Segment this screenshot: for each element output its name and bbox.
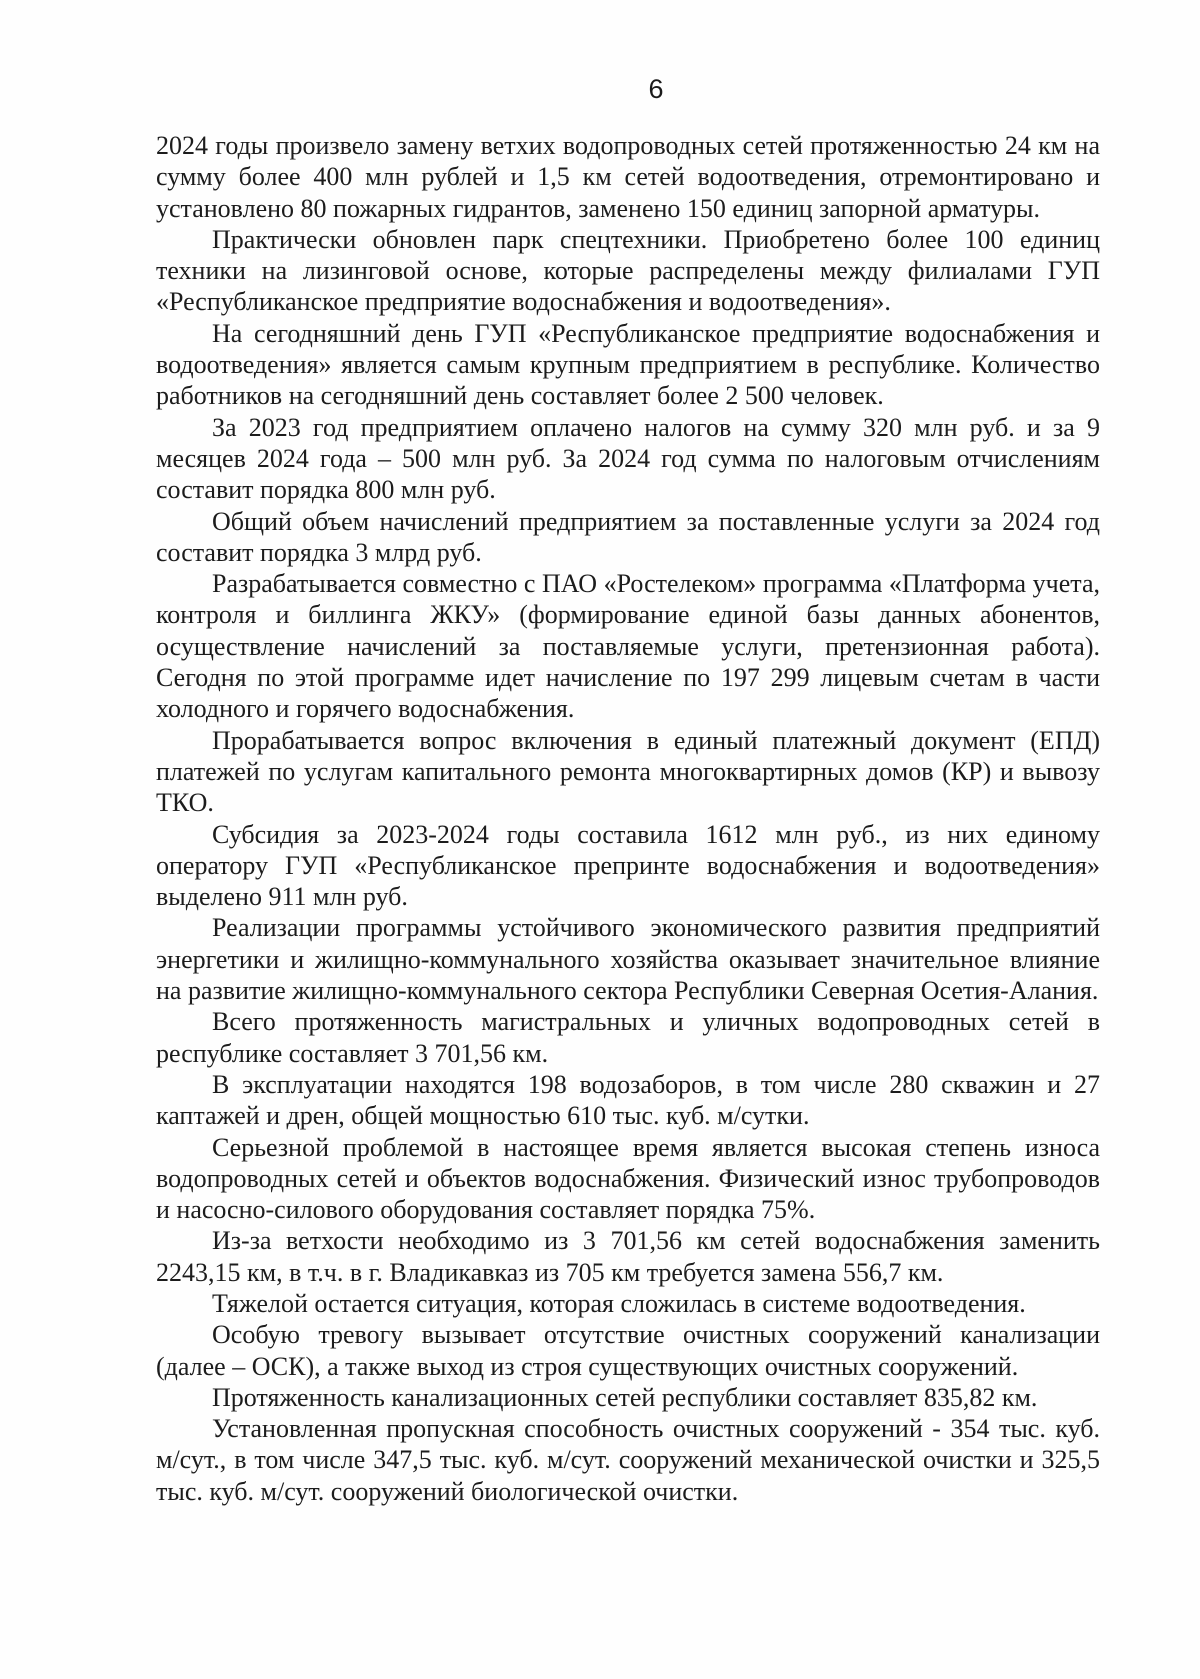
document-body (156, 130, 1100, 1507)
page-number: 6 (648, 74, 664, 104)
paragraph: Разрабатывается совместно с ПАО «Ростелеком» программа «Платформа учета, контроля и биллинга ЖКУ» (формирование единой базы данных абонентов, осуществление начислений за поставляемые услуги, претензионная работа). Сегодня по этой программе идет начисление по 197 299 лицевым счетам в части холодного и горячего водоснабжения. (156, 569, 1100, 724)
paragraph: За 2023 год предприятием оплачено налогов на сумму 320 млн руб. и за 9 месяцев 2024 года – 500 млн руб. За 2024 год сумма по налоговым отчислениям составит порядка 800 млн руб. (156, 412, 1100, 505)
paragraph: 2024 годы произвело замену ветхих водопроводных сетей протяженностью 24 км на сумму более 400 млн рублей и 1,5 км сетей водоотведения, отремонтировано и установлено 80 пожарных гидрантов, заменено 150 единиц запорной арматуры. (156, 131, 1100, 223)
paragraph: Реализации программы устойчивого экономического развития предприятий энергетики и жилищно-коммунального хозяйства оказывает значительное влияние на развитие жилищно-коммунального сектора Республики Северная Осетия-Алания. (156, 913, 1100, 1006)
paragraph: На сегодняшний день ГУП «Республиканское предприятие водоснабжения и водоотведения» является самым крупным предприятием в республике. Количество работников на сегодняшний день составляет более 2 500 человек. (156, 318, 1100, 411)
paragraph: Серьезной проблемой в настоящее время является высокая степень износа водопроводных сетей и объектов водоснабжения. Физический износ трубопроводов и насосно-силового оборудования составляет порядка 75%. (156, 1132, 1100, 1225)
paragraph: Практически обновлен парк спецтехники. Приобретено более 100 единиц техники на лизинговой основе, которые распределены между филиалами ГУП «Республиканское предприятие водоснабжения и водоотведения». (156, 224, 1100, 317)
paragraph: Прорабатывается вопрос включения в единый платежный документ (ЕПД) платежей по услугам капитального ремонта многоквартирных домов (КР) и вывозу ТКО. (156, 725, 1100, 818)
paragraph: Установленная пропускная способность очистных сооружений - 354 тыс. куб. м/сут., в том числе 347,5 тыс. куб. м/сут. сооружений механической очистки и 325,5 тыс. куб. м/сут. сооружений биологической очистки. (156, 1414, 1100, 1506)
paragraph: В эксплуатации находятся 198 водозаборов, в том числе 280 скважин и 27 каптажей и дрен, общей мощностью 610 тыс. куб. м/сутки. (156, 1069, 1100, 1131)
paragraph: Общий объем начислений предприятием за поставленные услуги за 2024 год составит порядка 3 млрд руб. (156, 506, 1100, 567)
paragraph: Тяжелой остается ситуация, которая сложилась в системе водоотведения. (212, 1288, 1026, 1318)
paragraph: Всего протяженность магистральных и уличных водопроводных сетей в республике составляет 3 701,56 км. (156, 1007, 1100, 1068)
paragraph: Субсидия за 2023-2024 годы составила 1612 млн руб., из них единому оператору ГУП «Республиканское препринте водоснабжения и водоотведения» выделено 911 млн руб. (156, 819, 1100, 912)
paragraph: Протяженность канализационных сетей республики составляет 835,82 км. (212, 1382, 1038, 1412)
paragraph: Особую тревогу вызывает отсутствие очистных сооружений канализации (далее – ОСК), а также выход из строя существующих очистных сооружений. (156, 1320, 1100, 1381)
paragraph: Из-за ветхости необходимо из 3 701,56 км сетей водоснабжения заменить 2243,15 км, в т.ч. в г. Владикавказ из 705 км требуется замена 556,7 км. (156, 1226, 1100, 1287)
